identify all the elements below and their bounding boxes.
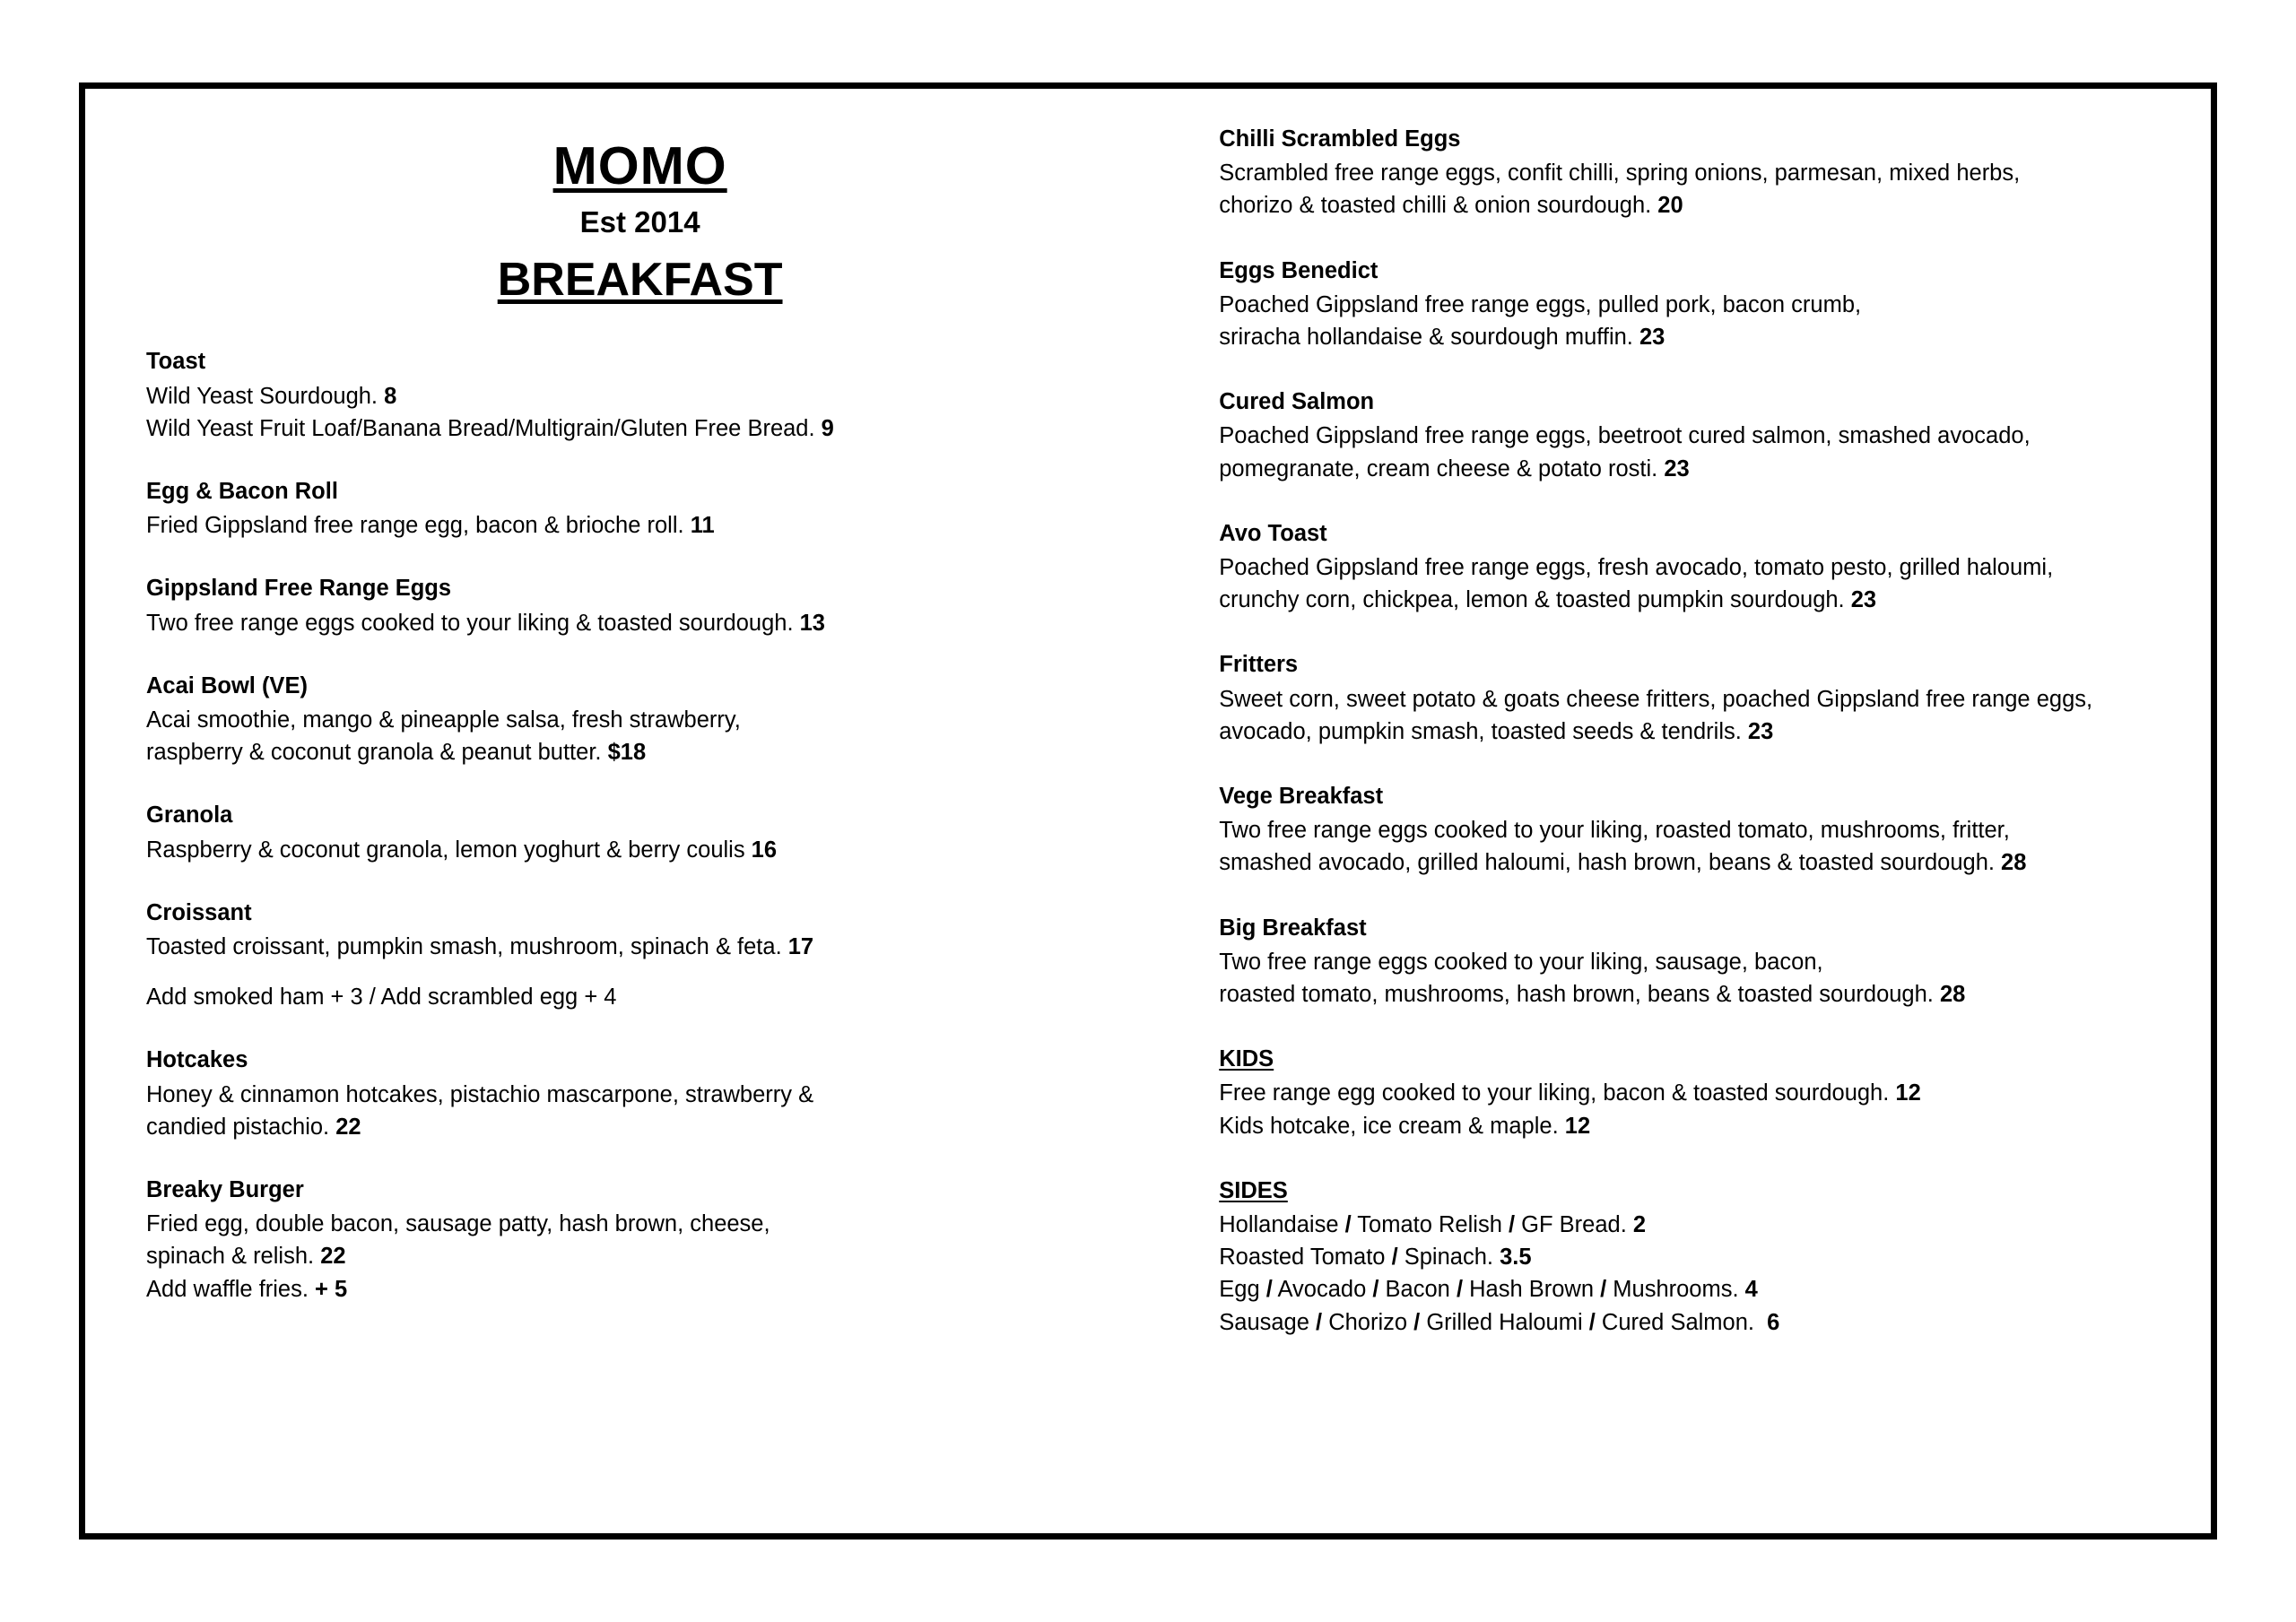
menu-item-description: Toasted croissant, pumpkin smash, mushroom, spinach & feta. 17 [146,934,814,960]
menu-item [146,1174,1134,1305]
menu-item-name: Eggs Benedict [1219,257,1378,283]
menu-item-description: Wild Yeast Sourdough. 8 [146,383,397,409]
menu-item [146,897,1134,1014]
menu-item-description: chorizo & toasted chilli & onion sourdough. 20 [1219,193,1683,219]
menu-columns [85,89,2211,1533]
menu-item-description: Two free range eggs cooked to your liking, roasted tomato, mushrooms, fritter, [1219,818,2010,844]
menu-item-name: Toast [146,349,206,375]
established-year: Est 2014 [579,204,700,239]
menu-item-description: Poached Gippsland free range eggs, pulled pork, bacon crumb, [1219,291,1862,317]
menu-item-name: Fritters [1219,652,1299,678]
menu-item-name: SIDES [1219,1177,1288,1203]
menu-item-description: pomegranate, cream cheese & potato rosti. 23 [1219,455,1690,481]
menu-item-name: Big Breakfast [1219,915,1367,941]
left-menu-items [146,345,1134,1305]
menu-item [1219,912,2161,1011]
menu-item-description: Honey & cinnamon hotcakes, pistachio mascarpone, strawberry & [146,1081,814,1107]
menu-item-description: Two free range eggs cooked to your liking & toasted sourdough. 13 [146,610,825,636]
menu-item-description: Poached Gippsland free range eggs, beetroot cured salmon, smashed avocado, [1219,423,2031,449]
menu-item-description: candied pistachio. 22 [146,1114,361,1140]
menu-item-description: Two free range eggs cooked to your liking, sausage, bacon, [1219,949,1823,975]
menu-item-description: raspberry & coconut granola & peanut butter. $18 [146,740,647,766]
menu-item [146,345,1134,445]
menu-item-description: Free range egg cooked to your liking, bacon & toasted sourdough. 12 [1219,1080,1921,1106]
menu-item-description: Roasted Tomato / Spinach. 3.5 [1219,1245,1532,1271]
menu-item [146,572,1134,638]
menu-item-name: Avo Toast [1219,520,1327,546]
menu-item [1219,648,2161,748]
menu-item-description: smashed avocado, grilled haloumi, hash brown, beans & toasted sourdough. 28 [1219,850,2027,876]
menu-item-description: Add waffle fries. + 5 [146,1276,348,1302]
menu-item-name: KIDS [1219,1046,1274,1072]
menu-item-description: Acai smoothie, mango & pineapple salsa, fresh strawberry, [146,707,741,733]
menu-item-description: spinach & relish. 22 [146,1244,346,1270]
menu-item-name: Breaky Burger [146,1177,304,1203]
menu-item [1219,1175,2161,1339]
menu-item [1219,780,2161,880]
menu-item-description: roasted tomato, mushrooms, hash brown, beans & toasted sourdough. 28 [1219,982,1966,1008]
menu-item-description: Add smoked ham + 3 / Add scrambled egg + 4 [146,984,617,1010]
menu-item-description: Poached Gippsland free range eggs, fresh avocado, tomato pesto, grilled haloumi, [1219,555,2054,581]
menu-item-name: Cured Salmon [1219,389,1375,415]
menu-item [1219,386,2161,485]
menu-header [146,123,1134,306]
restaurant-name: MOMO [552,136,727,195]
menu-item-name: Chilli Scrambled Eggs [1219,126,1461,152]
right-menu-items [1219,123,2161,1339]
menu-item-name: Vege Breakfast [1219,784,1384,810]
menu-item-description: Fried Gippsland free range egg, bacon & brioche roll. 11 [146,513,715,539]
menu-item-name: Gippsland Free Range Eggs [146,576,452,602]
menu-item-description: Egg / Avocado / Bacon / Hash Brown / Mushrooms. 4 [1219,1277,1758,1303]
menu-item-description: crunchy corn, chickpea, lemon & toasted pumpkin sourdough. 23 [1219,587,1877,613]
page-title: BREAKFAST [497,254,783,307]
menu-item-description: avocado, pumpkin smash, toasted seeds & tendrils. 23 [1219,718,1774,744]
menu-item-description: Hollandaise / Tomato Relish / GF Bread. 2 [1219,1212,1647,1238]
menu-item-description: Raspberry & coconut granola, lemon yoghurt & berry coulis 16 [146,837,778,863]
menu-item [146,799,1134,865]
menu-item-name: Egg & Bacon Roll [146,479,338,505]
menu-item-name: Granola [146,802,233,828]
menu-item [1219,123,2161,222]
menu-item [146,670,1134,769]
menu-border-frame [79,82,2217,1540]
menu-item-description: Fried egg, double bacon, sausage patty, hash brown, cheese, [146,1211,770,1237]
menu-column-left [126,123,1152,1305]
menu-item [1219,1043,2161,1142]
menu-item-name: Acai Bowl (VE) [146,672,308,698]
menu-item [1219,517,2161,617]
menu-item [146,475,1134,542]
menu-item-name: Hotcakes [146,1047,248,1073]
menu-item-name: Croissant [146,899,252,925]
menu-item-description: Sausage / Chorizo / Grilled Haloumi / Cured Salmon. 6 [1219,1309,1780,1335]
menu-item-description: Scrambled free range eggs, confit chilli, spring onions, parmesan, mixed herbs, [1219,160,2021,186]
menu-item-description: sriracha hollandaise & sourdough muffin. 23 [1219,325,1665,351]
menu-item [1219,255,2161,354]
menu-item-description: Kids hotcake, ice cream & maple. 12 [1219,1113,1591,1139]
menu-item [146,1044,1134,1143]
menu-column-right [1152,123,2170,1371]
menu-item-description: Wild Yeast Fruit Loaf/Banana Bread/Multigrain/Gluten Free Bread. 9 [146,415,834,441]
menu-item-description: Sweet corn, sweet potato & goats cheese fritters, poached Gippsland free range eggs, [1219,686,2093,712]
